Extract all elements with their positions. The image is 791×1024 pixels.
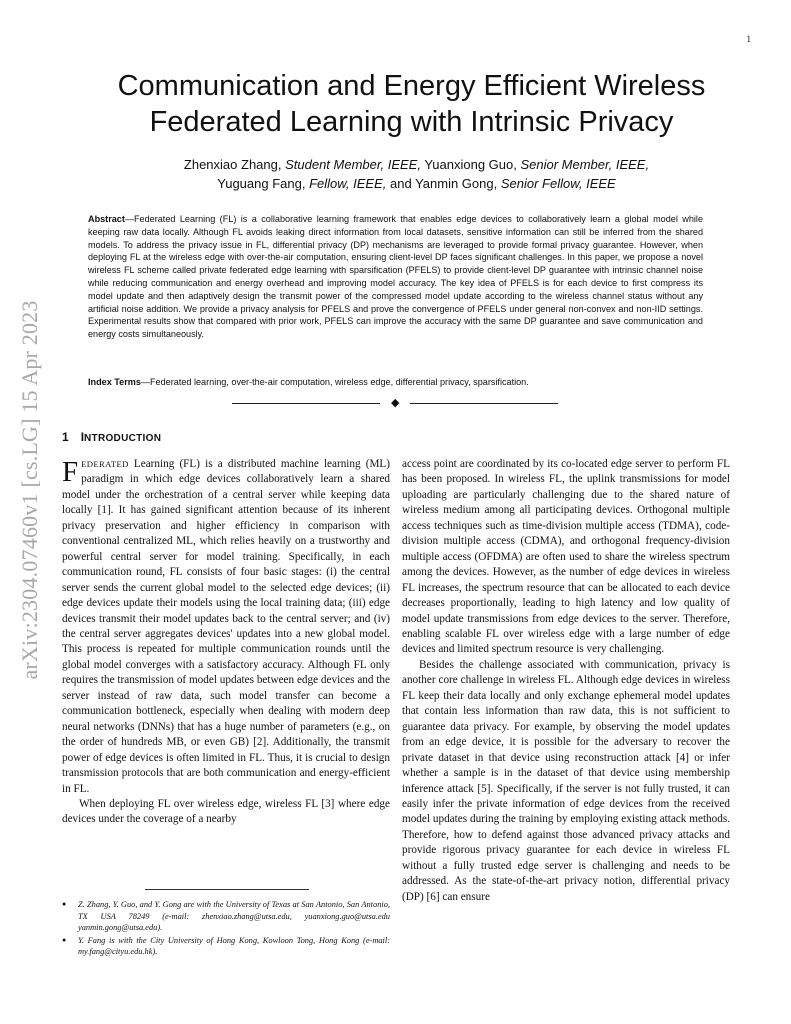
author-name: Zhenxiao Zhang, (183, 157, 286, 172)
abstract-label: Abstract (88, 214, 125, 224)
title-line-1: Communication and Energy Efficient Wireless (117, 70, 706, 102)
author-name: Yuguang Fang, (217, 176, 310, 191)
author-affiliation-role: Fellow, IEEE, (309, 176, 387, 191)
footnote-item (62, 899, 390, 934)
paragraph-text: Learning (FL) is a distributed machine learning (ML) paradigm in which edge devices collaboratively learn a shared model under the orchestration of a central server while keeping data locally [1]. It has gained significant attention because of its inherent privacy preservation and higher efficiency in comparison with conventional centralized ML, which relies heavily on a trustworthy and powerful central server for model training. Specifically, in each communication round, FL consists of four basic stages: (i) the central server sends the current global model to the selected edge devices; (ii) edge devices update their models using the local training data; (iii) edge devices transmit their model updates back to the central server; and (iv) the central server aggregates devices' updates into a new global model. This process is repeated for multiple communication rounds until the global model converges with a satisfactory accuracy. Although FL only requires the transmission of model updates between edge devices and the server instead of raw data, such model transfer can become a communication bottleneck, especially when dealing with modern deep neural networks (DNNs) that has a huge number of parameters (e.g., on the order of hundreds MB, or even GB) [2]. Additionally, the transmit power of edge devices is often limited in FL. Thus, it is crucial to design transmission protocols that are both communication and energy-efficient in FL. (62, 458, 390, 795)
section-title-rest: NTRODUCTION (84, 433, 162, 444)
footnote-item (62, 935, 390, 958)
left-column (62, 457, 390, 828)
right-column (402, 457, 730, 905)
divider-line-right (410, 403, 558, 404)
title-line-2: Federated Learning with Intrinsic Privacy (149, 106, 674, 138)
arxiv-stamp (0, 0, 60, 1024)
section-heading-introduction (62, 430, 161, 444)
paragraph (62, 457, 390, 797)
drop-cap: F (62, 456, 79, 488)
footnote-text: Y. Fang is with the City University of Hong Kong, Kowloon Tong, Hong Kong (e-mail: my.fang@cityu.edu.hk). (78, 935, 390, 956)
footnote-text: Z. Zhang, Y. Guo, and Y. Gong are with the University of Texas at San Antonio, San Antonio, TX USA 78249 (e-mail: zhenxiao.zhang@utsa.edu, yuanxiong.guo@utsa.edu yanmin.gong@utsa.edu). (78, 900, 390, 932)
author-name: Yuanxiong Guo, (420, 157, 521, 172)
index-terms-text: —Federated learning, over-the-air computation, wireless edge, differential privacy, sparsification. (140, 377, 529, 387)
abstract (88, 213, 703, 341)
small-caps-word: EDERATED (81, 459, 129, 469)
paragraph: access point are coordinated by its co-located edge server to perform FL has been proposed. In wireless FL, the uplink transmissions for model uploading are particularly challenging due to the shared nature of wireless medium among all participating devices. Orthogonal multiple access techniques such as time-division multiple access (TDMA), code-division multiple access (CDMA), and orthogonal frequency-division multiple access (OFDMA) are often used to share the wireless spectrum among the devices. However, as the number of edge devices in wireless FL increases, the spectrum resource that can be allocated to each device decreases proportionally, leading to high latency and low quality of model update transmissions from edge devices to the server. Therefore, enabling scalable FL over wireless edge with a large number of edge devices and limited spectrum resource is very challenging. (402, 458, 730, 656)
arxiv-identifier[interactable]: arXiv:2304.07460v1 [cs.LG] 15 Apr 2023 (17, 300, 42, 680)
section-number: 1 (62, 430, 69, 444)
section-title-initial: I (80, 430, 85, 444)
diamond-icon: ◆ (391, 396, 400, 409)
footnote-rule (145, 889, 309, 890)
footnotes (62, 899, 390, 959)
author-affiliation-role: Senior Fellow, IEEE (500, 176, 616, 191)
abstract-text: —Federated Learning (FL) is a collaborative learning framework that enables edge devices to collaboratively learn a global model while keeping raw data locally. Although FL avoids leaking direct information from local datasets, sensitive information can still be inferred from the shared models. To address the privacy issue in FL, differential privacy (DP) mechanisms are leveraged to provide formal privacy guarantee. However, when deploying FL at the wireless edge with over-the-air computation, ensuring client-level DP faces significant challenges. In this paper, we propose a novel wireless FL scheme called private federated edge learning with sparsification (PFELS) to provide client-level DP guarantee with intrinsic channel noise while reducing communication and energy overhead and improving model accuracy. The key idea of PFELS is for each device to first compress its model update and then adaptively design the transmit power of the compressed model update according to the wireless channel status without any artificial noise addition. We provide a privacy analysis for PFELS and prove the convergence of PFELS under general non-convex and non-IID settings. Experimental results show that compared with prior work, PFELS can improve the accuracy with the same DP guarantee and save communication and energy costs simultaneously. (88, 214, 703, 340)
index-terms (88, 376, 703, 389)
author-line-1 (70, 155, 763, 174)
paragraph: Besides the challenge associated with communication, privacy is another core challenge in wireless FL. Although edge devices in wireless FL keep their data locally and only exchange ephemeral model updates that contain less information than raw data, this is not sufficient to guarantee data privacy. For example, by observing the model updates from an edge device, it is possible for the adversary to recover the private dataset in that device using reconstruction attack [4] or infer whether a sample is in the dataset of that device using membership inference attack [5]. Specifically, if the server is not fully trusted, it can easily infer the private information of edge devices from the received model updates during the training by employing existing attack methods. Therefore, how to defend against those advanced privacy attacks and provide rigorous privacy guarantee for each device in wireless FL without a fully trusted edge server is challenging and needs to be addressed. As the state-of-the-art privacy notion, differential privacy (DP) [6] can ensure (402, 658, 730, 903)
bullet-icon: ● (62, 935, 67, 944)
author-list (70, 155, 763, 193)
bullet-icon: ● (62, 900, 67, 908)
index-terms-label: Index Terms (88, 377, 141, 387)
paper-title (60, 68, 763, 140)
page-number: 1 (746, 34, 751, 44)
section-divider (232, 396, 558, 409)
author-affiliation-role: Student Member, IEEE, (285, 157, 421, 172)
divider-line-left (232, 403, 380, 404)
author-affiliation-role: Senior Member, IEEE, (520, 157, 650, 172)
author-line-2 (70, 174, 763, 193)
author-name: and Yanmin Gong, (386, 176, 501, 191)
paragraph: When deploying FL over wireless edge, wireless FL [3] where edge devices under the coverage of a nearby (62, 797, 390, 826)
